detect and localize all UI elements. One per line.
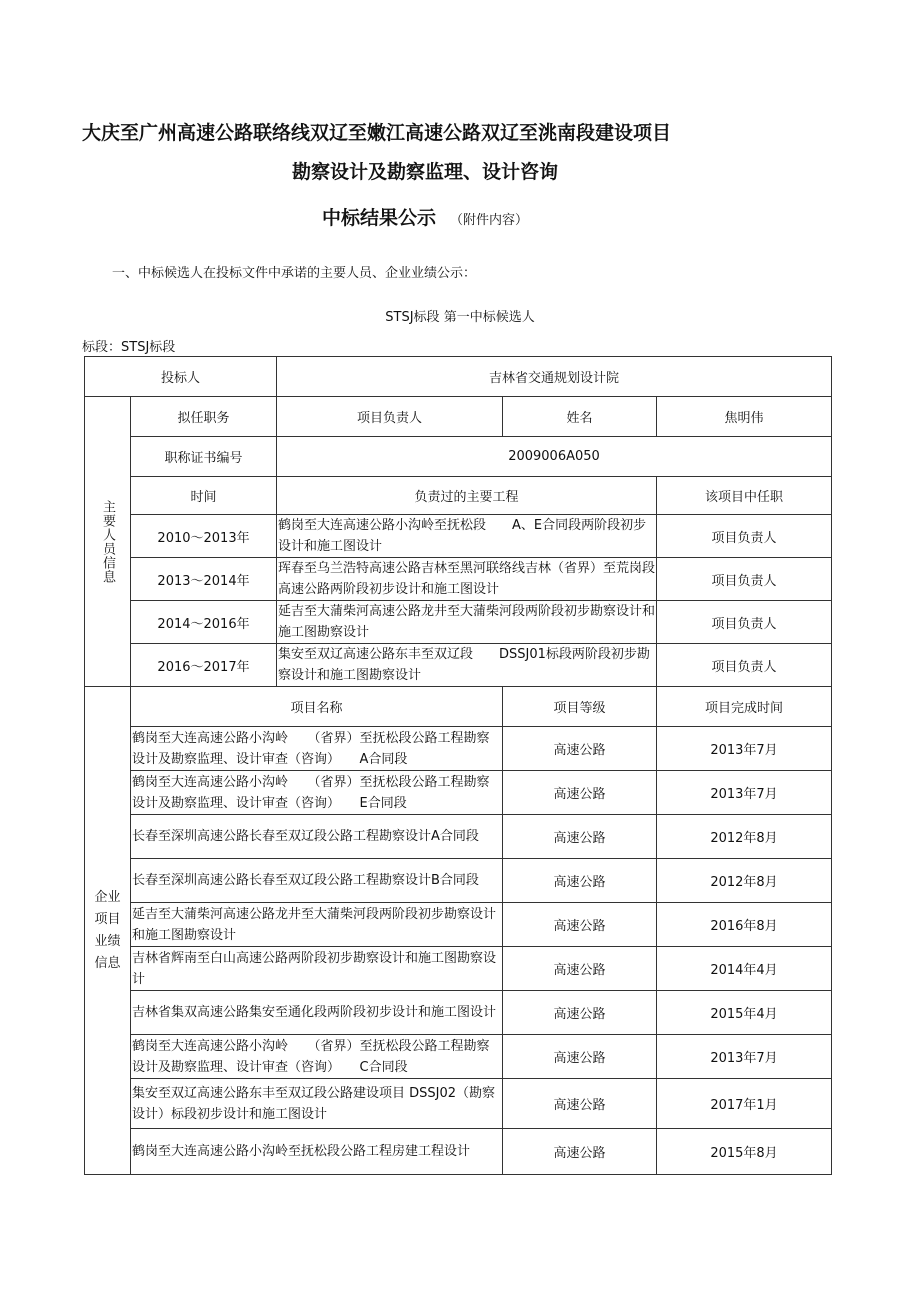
bidder-label: 投标人 [85, 357, 277, 397]
performance-grade: 高速公路 [503, 815, 657, 859]
personnel-row [85, 644, 832, 687]
personnel-row [85, 515, 832, 558]
performance-grade: 高速公路 [503, 903, 657, 947]
header-role: 该项目中任职 [657, 477, 832, 515]
bidder-row [85, 357, 832, 397]
performance-name: 鹤岗至大连高速公路小沟岭 （省界）至抚松段公路工程勘察设计及勘察监理、设计审查（咨询） E合同段 [131, 771, 503, 815]
cert-row [85, 437, 832, 477]
personnel-project: 珲春至乌兰浩特高速公路吉林至黑河联络线吉林（省界）至荒岗段高速公路两阶段初步设计和施工图设计 [277, 558, 657, 601]
performance-grade: 高速公路 [503, 727, 657, 771]
performance-date: 2014年4月 [657, 947, 832, 991]
header-grade: 项目等级 [503, 687, 657, 727]
cert-value: 2009006A050 [277, 437, 832, 477]
title-annotation: （附件内容） [450, 213, 529, 228]
performance-date: 2012年8月 [657, 859, 832, 903]
cert-label: 职称证书编号 [131, 437, 277, 477]
performance-name: 延吉至大蒲柴河高速公路龙井至大蒲柴河段两阶段初步勘察设计和施工图勘察设计 [131, 903, 503, 947]
performance-date: 2013年7月 [657, 1035, 832, 1079]
performance-name: 鹤岗至大连高速公路小沟岭 （省界）至抚松段公路工程勘察设计及勘察监理、设计审查（咨询） A合同段 [131, 727, 503, 771]
performance-name: 长春至深圳高速公路长春至双辽段公路工程勘察设计A合同段 [131, 815, 503, 859]
performance-date: 2015年4月 [657, 991, 832, 1035]
personnel-role: 项目负责人 [657, 644, 832, 687]
performance-row [85, 815, 832, 859]
side-label-part: 业绩 [94, 933, 121, 949]
role-row [85, 397, 832, 437]
performance-grade: 高速公路 [503, 771, 657, 815]
personnel-side-text: 主要人员信息 [100, 499, 115, 584]
personnel-project: 延吉至大蒲柴河高速公路龙井至大蒲柴河段两阶段初步勘察设计和施工图勘察设计 [277, 601, 657, 644]
performance-date: 2013年7月 [657, 727, 832, 771]
header-time: 时间 [131, 477, 277, 515]
personnel-role: 项目负责人 [657, 558, 832, 601]
role-value: 项目负责人 [277, 397, 503, 437]
personnel-role: 项目负责人 [657, 601, 832, 644]
header-project-name: 项目名称 [131, 687, 503, 727]
personnel-time: 2016～2017年 [131, 644, 277, 687]
personnel-time: 2010～2013年 [131, 515, 277, 558]
performance-date: 2017年1月 [657, 1079, 832, 1129]
performance-row [85, 859, 832, 903]
performance-name: 鹤岗至大连高速公路小沟岭至抚松段公路工程房建工程设计 [131, 1129, 503, 1175]
side-label-part: 企业 [94, 889, 121, 905]
performance-grade: 高速公路 [503, 1129, 657, 1175]
header-date: 项目完成时间 [657, 687, 832, 727]
performance-row [85, 1035, 832, 1079]
performance-row [85, 903, 832, 947]
title-line-3 [0, 203, 850, 230]
performance-date: 2013年7月 [657, 771, 832, 815]
side-label-part: 信息 [94, 955, 121, 971]
personnel-row [85, 601, 832, 644]
side-label-part: 项目 [94, 911, 121, 927]
name-value: 焦明伟 [657, 397, 832, 437]
bidder-value: 吉林省交通规划设计院 [277, 357, 832, 397]
performance-grade: 高速公路 [503, 1079, 657, 1129]
result-table [84, 356, 832, 1175]
performance-row [85, 771, 832, 815]
title-line-2: 勘察设计及勘察监理、设计咨询 [291, 161, 558, 183]
performance-name: 吉林省集双高速公路集安至通化段两阶段初步设计和施工图设计 [131, 991, 503, 1035]
performance-row [85, 1079, 832, 1129]
performance-name: 集安至双辽高速公路东丰至双辽段公路建设项目 DSSJ02（勘察设计）标段初步设计和施工图设计 [131, 1079, 503, 1129]
performance-name: 吉林省辉南至白山高速公路两阶段初步勘察设计和施工图勘察设计 [131, 947, 503, 991]
performance-header-row [85, 687, 832, 727]
table-caption: STSJ标段 第一中标候选人 [385, 310, 535, 325]
performance-row [85, 727, 832, 771]
personnel-row [85, 558, 832, 601]
performance-date: 2012年8月 [657, 815, 832, 859]
name-label: 姓名 [503, 397, 657, 437]
performance-row [85, 947, 832, 991]
performance-side-text [85, 887, 130, 975]
personnel-time: 2013～2014年 [131, 558, 277, 601]
performance-date: 2015年8月 [657, 1129, 832, 1175]
personnel-time: 2014～2016年 [131, 601, 277, 644]
intro-text: 一、中标候选人在投标文件中承诺的主要人员、企业业绩公示： [112, 266, 477, 281]
personnel-project: 鹤岗至大连高速公路小沟岭至抚松段 A、E合同段两阶段初步设计和施工图设计 [277, 515, 657, 558]
role-label: 拟任职务 [131, 397, 277, 437]
performance-grade: 高速公路 [503, 859, 657, 903]
personnel-role: 项目负责人 [657, 515, 832, 558]
header-project: 负责过的主要工程 [277, 477, 657, 515]
title-line-1: 大庆至广州高速公路联络线双辽至嫩江高速公路双辽至洮南段建设项目 [82, 122, 672, 144]
performance-row [85, 991, 832, 1035]
personnel-header-row [85, 477, 832, 515]
personnel-side-label [85, 397, 131, 687]
performance-grade: 高速公路 [503, 947, 657, 991]
performance-grade: 高速公路 [503, 991, 657, 1035]
title-main: 中标结果公示 [321, 207, 436, 229]
performance-name: 鹤岗至大连高速公路小沟岭 （省界）至抚松段公路工程勘察设计及勘察监理、设计审查（咨询） C合同段 [131, 1035, 503, 1079]
performance-side-label [85, 687, 131, 1175]
performance-name: 长春至深圳高速公路长春至双辽段公路工程勘察设计B合同段 [131, 859, 503, 903]
performance-row [85, 1129, 832, 1175]
section-label: 标段：STSJ标段 [82, 340, 176, 355]
performance-grade: 高速公路 [503, 1035, 657, 1079]
personnel-project: 集安至双辽高速公路东丰至双辽段 DSSJ01标段两阶段初步勘察设计和施工图勘察设计 [277, 644, 657, 687]
performance-date: 2016年8月 [657, 903, 832, 947]
